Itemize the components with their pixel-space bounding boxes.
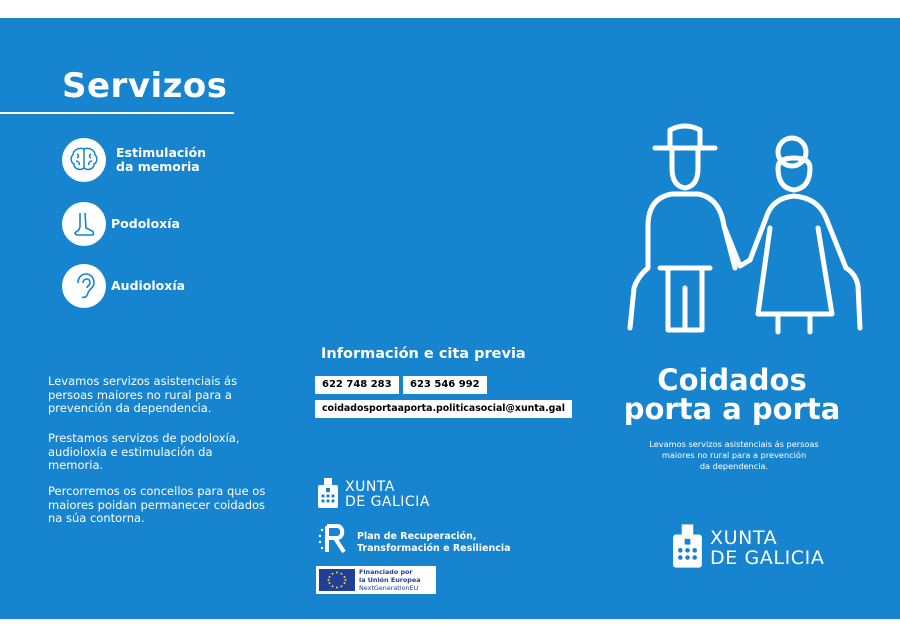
title-underline [0, 112, 234, 114]
paragraph-2: Prestamos servizos de podoloxía, audioloxía e estimulación da memoria. [48, 431, 240, 472]
ear-icon [62, 264, 106, 308]
brain-icon [62, 138, 106, 182]
paragraph-1: Levamos servizos asistenciais ás persoas maiores no rural para a prevención da dependencia. [48, 374, 238, 415]
eu-logo-text: Financiado por la Unión Europea NextGenerationEU [359, 568, 421, 592]
service-label-memory: Estimulación da memoria [116, 145, 207, 174]
info-title: Información e cita previa [321, 346, 526, 362]
eu-funding-logo [316, 566, 436, 594]
xunta-logo-text-small: XUNTA DE GALICIA [345, 479, 430, 510]
service-item-podology [62, 202, 106, 246]
xunta-shield-icon-large [671, 523, 704, 573]
elderly-couple-illustration [620, 118, 870, 338]
section-title: Servizos [62, 66, 228, 106]
xunta-shield-icon [317, 477, 339, 513]
paragraph-3: Percorremos os concellos para que os maiores poidan permanecer coidados na súa contorna. [48, 484, 266, 525]
email-link[interactable]: coidadosportaaporta.politicasocial@xunta.gal [315, 400, 572, 418]
foot-icon [62, 202, 106, 246]
brochure-panel [0, 18, 900, 619]
prtr-logo-icon [317, 524, 351, 558]
service-label-audiology: Audioloxía [111, 278, 186, 293]
eu-flag-icon [319, 569, 355, 591]
phone-1[interactable]: 622 748 283 [315, 376, 399, 394]
service-label-podology: Podoloxía [111, 216, 180, 231]
xunta-logo-text-large: XUNTA DE GALICIA [710, 527, 825, 569]
cover-title: Coidados porta a porta [623, 363, 841, 426]
service-item-memory [62, 138, 106, 182]
phone-2[interactable]: 623 546 992 [403, 376, 487, 394]
cover-subtitle: Levamos servizos asistenciais ás persoas maiores no rural para a prevención da dependencia. [649, 439, 819, 471]
prtr-logo-text: Plan de Recuperación, Transformación e Resiliencia [357, 531, 511, 554]
service-item-audiology [62, 264, 106, 308]
